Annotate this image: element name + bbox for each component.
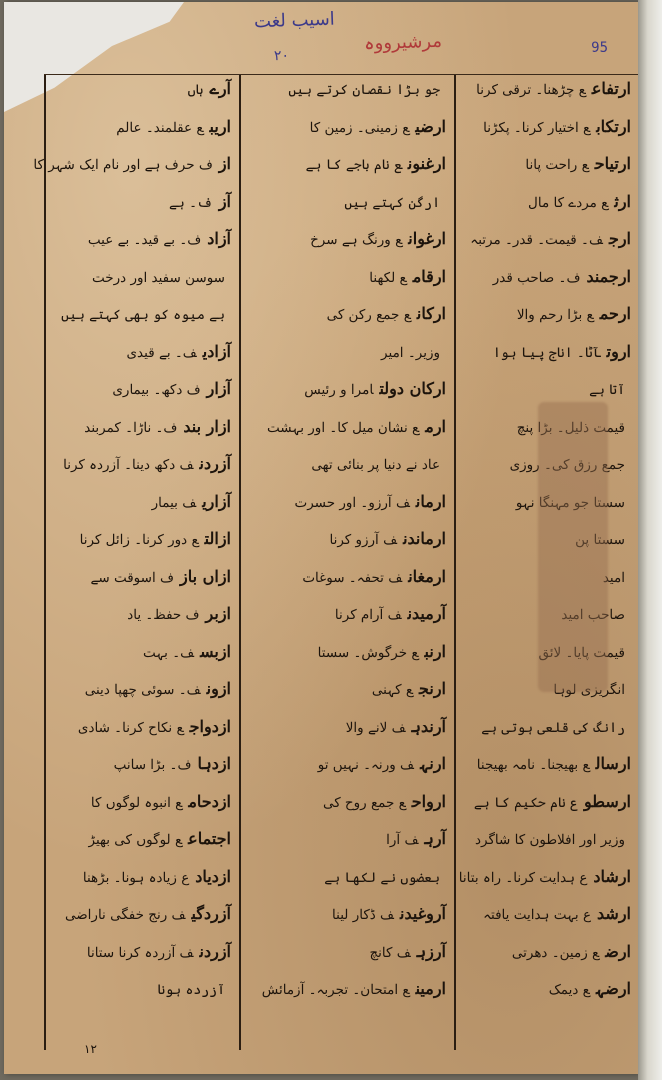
- dictionary-entry: [249, 266, 446, 307]
- entry-headword: ارواح: [411, 791, 446, 811]
- entry-definition: ع زمینی۔ زمین کا: [309, 119, 410, 136]
- dictionary-entry: [54, 231, 231, 269]
- dictionary-entry: [54, 681, 231, 719]
- entry-definition: ع کہنی: [371, 682, 414, 698]
- entry-definition: بعضوں نے لکھا ہے: [324, 869, 440, 886]
- entry-headword: ازبر: [205, 604, 231, 623]
- entry-headword: آرے: [209, 79, 231, 98]
- dictionary-entry: [249, 756, 446, 794]
- entry-definition: ع ورنگ ہے سرخ: [310, 232, 403, 248]
- entry-definition: ف دکھ دینا۔ آزردہ کرنا: [63, 457, 194, 473]
- entry-headword: ارضی: [415, 116, 446, 136]
- entry-definition: ف آرام کرنا: [334, 607, 402, 623]
- entry-definition: ف ڈکار لینا: [332, 907, 395, 923]
- entry-definition: وزیر اور افلاطون کا شاگرد: [475, 832, 625, 848]
- entry-definition: ع اختیار کرنا۔ پکڑنا: [483, 119, 591, 136]
- entry-definition: ف آزردہ کرنا ستانا: [86, 944, 194, 961]
- entry-headword: ازدواج: [189, 716, 231, 736]
- entry-headword: ارسال: [595, 754, 631, 773]
- entry-definition: صاحب امید: [561, 607, 625, 623]
- dictionary-entry: [249, 156, 446, 194]
- dictionary-entry: [464, 116, 631, 157]
- dictionary-entry: [464, 831, 631, 869]
- dictionary-entry: [54, 791, 231, 832]
- entry-definition: قیمت ذلیل۔ بڑا پنچ: [516, 419, 625, 436]
- entry-headword: از: [218, 154, 231, 173]
- dictionary-entry: [458, 866, 631, 907]
- dictionary-entry: [249, 416, 446, 457]
- entry-definition: ع لوگوں کی بھیڑ: [88, 832, 183, 848]
- entry-definition: ع دیمک: [548, 982, 590, 998]
- dictionary-entry: [249, 869, 446, 907]
- entry-definition: انگریزی لوہا: [553, 682, 625, 698]
- entry-definition: ع نکاح کرنا۔ شادی: [77, 719, 184, 736]
- dictionary-entry: [54, 606, 231, 644]
- entry-headword: ارمین: [415, 979, 446, 998]
- dictionary-entry: [464, 231, 631, 269]
- entry-definition: ع مردے کا مال: [528, 194, 609, 211]
- dictionary-entry: [54, 941, 231, 982]
- entry-definition: ف۔ بے قیدی: [126, 344, 197, 361]
- dictionary-entry: [249, 831, 446, 869]
- dictionary-entry: [249, 531, 446, 569]
- entry-headword: ازالت: [204, 529, 231, 548]
- entry-definition: ع نام باجے کا ہے: [305, 157, 402, 173]
- entry-headword: ازدحام: [188, 791, 231, 811]
- dictionary-entry: [54, 456, 231, 494]
- entry-headword: ارجمند: [586, 266, 631, 286]
- entry-definition: ع چڑھنا۔ ترقی کرنا: [476, 82, 586, 98]
- dictionary-entry: [464, 266, 631, 307]
- entry-definition: ف حفظ۔ یاد: [127, 607, 200, 623]
- entry-definition: وزیر۔ امیر: [381, 344, 440, 361]
- dictionary-entry: [464, 906, 631, 944]
- dictionary-entry: [464, 791, 631, 832]
- handwritten-line-2: مرشیرووہ: [363, 30, 443, 55]
- entry-definition: عاد نے دنیا پر بنائی تھی: [311, 457, 440, 473]
- page-number: ۱۲: [84, 1042, 97, 1056]
- dictionary-entry: [54, 81, 231, 119]
- dictionary-entry: [249, 194, 446, 232]
- dictionary-entry: [464, 306, 631, 344]
- entry-headword: ارکان: [416, 304, 446, 323]
- column-left: [33, 75, 239, 1050]
- entry-headword: ارحم: [599, 304, 631, 323]
- entry-definition: ف۔ قیمت۔ قدر۔ مرتبہ: [470, 232, 603, 248]
- entry-definition: ع نام حکیم کا ہے: [473, 794, 579, 811]
- entry-definition: ف تحفہ۔ سوغات: [302, 569, 403, 586]
- dictionary-entry: [249, 381, 446, 419]
- entry-headword: اروت: [606, 341, 631, 361]
- dictionary-entry: [249, 81, 446, 119]
- entry-headword: ارغوان: [408, 229, 446, 248]
- dictionary-entry: [54, 756, 231, 794]
- entry-definition: ف حرف ہے اور نام ایک شہر کا: [33, 157, 213, 173]
- entry-definition: ع لکھنا: [369, 269, 407, 286]
- dictionary-entry: [54, 269, 231, 307]
- entry-definition: ف۔ سوئی چھپا دینی: [84, 682, 201, 698]
- dictionary-entry: [464, 719, 631, 757]
- entry-definition: ف ورنہ۔ نہیں تو: [317, 757, 414, 773]
- entry-headword: ازبس: [200, 641, 231, 661]
- entry-definition: ف کانچ: [369, 944, 411, 961]
- dictionary-entry: [249, 906, 446, 944]
- entry-headword: ارغنون: [407, 154, 446, 173]
- dictionary-page: [4, 2, 638, 1074]
- entry-definition: آٹا۔ اناج پیا ہوا: [492, 344, 601, 361]
- entry-definition: ع نشان میل کا۔ اور بہشت: [267, 419, 420, 436]
- entry-headword: ارمان: [415, 491, 446, 511]
- dictionary-entry: [464, 156, 631, 194]
- dictionary-entry: [33, 154, 231, 194]
- entry-definition: آزردہ ہونا: [157, 982, 225, 998]
- entry-definition: امید: [602, 569, 625, 586]
- dictionary-entry: [249, 791, 446, 832]
- entry-headword: ارنہ: [420, 754, 446, 773]
- dictionary-entry: [249, 116, 446, 157]
- entry-definition: ع دور کرنا۔ زائل کرنا: [79, 532, 199, 548]
- entry-headword: ارنب: [424, 641, 446, 661]
- entry-definition: ف اسوقت سے: [90, 569, 174, 586]
- entry-definition: ع بھیجنا۔ نامہ بھیجنا: [476, 757, 590, 773]
- entry-headword: آزاری: [202, 491, 231, 511]
- dictionary-entry: [54, 831, 231, 869]
- entry-definition: ف آرزو کرنا: [329, 532, 398, 548]
- entry-definition: ف۔ بے قید۔ بے عیب: [87, 232, 202, 248]
- handwritten-line-1: اسیب لغت: [253, 8, 336, 33]
- entry-headword: آرندہ: [411, 716, 446, 736]
- entry-definition: ع جمع روح کی: [322, 794, 406, 811]
- dictionary-entry: [464, 191, 631, 232]
- entry-headword: آزادی: [202, 341, 231, 361]
- entry-headword: ارتکاب: [596, 116, 631, 136]
- entry-definition: ف۔ ہے: [168, 194, 213, 211]
- dictionary-entry: [54, 981, 231, 1019]
- entry-headword: آرمیدن: [407, 604, 446, 623]
- entry-definition: ف لانے والا: [345, 719, 406, 736]
- dictionary-entry: [54, 306, 231, 344]
- entry-definition: ف دکھ۔ بیماری: [112, 382, 201, 398]
- entry-definition: سوسن سفید اور درخت: [92, 269, 225, 286]
- entry-definition: ع زمین۔ دھرتی: [511, 944, 600, 961]
- entry-headword: آرزہ: [416, 941, 446, 961]
- handwritten-number: 95: [591, 40, 608, 56]
- dictionary-entry: [54, 716, 231, 757]
- entry-headword: اریب: [209, 116, 231, 136]
- column-middle: [239, 75, 454, 1050]
- dictionary-entry: [464, 941, 631, 982]
- entry-headword: آرہ: [424, 829, 446, 848]
- dictionary-entry: [249, 344, 446, 382]
- dictionary-entry: [54, 866, 231, 907]
- entry-headword: ارشد: [597, 904, 631, 923]
- entry-headword: ارضہ: [595, 979, 631, 998]
- entry-definition: قیمت پایا۔ لائق: [538, 644, 625, 661]
- entry-definition: ع انبوہ لوگوں کا: [90, 794, 183, 811]
- dictionary-entry: [249, 641, 446, 682]
- dictionary-entry: [464, 81, 631, 119]
- dictionary-entry: [54, 566, 231, 607]
- dictionary-entry: [54, 381, 231, 419]
- entry-definition: جو بڑا نقصان کرتے ہیں: [288, 82, 440, 98]
- dictionary-entry: [464, 341, 631, 382]
- entry-definition: ع ہدایت کرنا۔ راہ بتانا: [458, 869, 588, 886]
- entry-definition: ع زیادہ ہونا۔ بڑھنا: [82, 869, 190, 886]
- dictionary-entry: [54, 416, 231, 457]
- dictionary-entry: [464, 756, 631, 794]
- entry-headword: ارث: [614, 191, 631, 211]
- entry-headword: آزردگی: [191, 904, 231, 923]
- dictionary-entry: [249, 231, 446, 269]
- entry-definition: آتا ہے: [589, 382, 625, 398]
- entry-definition: ع عقلمند۔ عالم: [116, 119, 204, 136]
- entry-headword: ازدہا: [197, 754, 231, 773]
- entry-definition: ف۔ ناڑا۔ کمربند: [84, 419, 178, 436]
- entry-headword: ارتفاع: [591, 79, 631, 98]
- entry-definition: ارگن کہتے ہیں: [344, 194, 440, 211]
- entry-definition: ع بہت ہدایت یافتہ: [483, 907, 592, 923]
- entry-definition: ف۔ صاحب قدر: [492, 269, 581, 286]
- dictionary-entry: [54, 116, 231, 157]
- book-page-edge: [638, 0, 662, 1080]
- entry-headword: ازون: [206, 679, 231, 698]
- entry-headword: ارقام: [412, 266, 446, 286]
- dictionary-entry: [249, 306, 446, 344]
- entry-headword: ارسطو: [584, 791, 631, 811]
- entry-definition: رانگ کی قلعی ہوتی ہے: [481, 719, 625, 736]
- entry-headword: آزار: [206, 379, 231, 398]
- entry-definition: جمع رزق کی۔ روزی: [509, 457, 625, 473]
- entry-headword: ارج: [608, 229, 631, 248]
- entry-headword: اجتماع: [188, 829, 231, 848]
- entry-definition: ف۔ بہت: [142, 644, 195, 661]
- dictionary-entry: [54, 906, 231, 944]
- entry-headword: ارض: [605, 941, 631, 961]
- entry-definition: ف۔ بڑا سانپ: [113, 757, 192, 773]
- entry-definition: ہاں: [187, 82, 204, 98]
- entry-definition: ع راحت پانا: [525, 157, 589, 173]
- dictionary-entry: [54, 191, 231, 232]
- entry-definition: ف بیمار: [151, 494, 197, 511]
- entry-headword: آزردن: [199, 941, 231, 961]
- dictionary-entry: [54, 491, 231, 532]
- entry-definition: ع جمع رکن کی: [326, 307, 411, 323]
- dictionary-entry: [54, 641, 231, 682]
- dictionary-entry: [249, 491, 446, 532]
- dictionary-entry: [249, 456, 446, 494]
- entry-definition: ع خرگوش۔ سستا: [317, 644, 419, 661]
- entry-headword: ازاں باز: [180, 566, 231, 586]
- entry-headword: آزاد: [207, 229, 231, 248]
- entry-headword: آز: [218, 191, 231, 211]
- handwritten-notes: [194, 2, 608, 77]
- entry-headword: ارتیاح: [594, 154, 631, 173]
- dictionary-entry: [249, 566, 446, 607]
- entry-definition: ع امتحان۔ تجربہ۔ آزمائش: [261, 982, 410, 998]
- entry-definition: سستا جو مہنگا نہو: [515, 494, 625, 511]
- dictionary-entry: [249, 981, 446, 1019]
- entry-headword: آزردن: [199, 454, 231, 473]
- entry-headword: ارم: [425, 416, 446, 436]
- dictionary-entry: [249, 681, 446, 719]
- entry-headword: ازدیاد: [195, 866, 231, 886]
- paper-stain: [538, 402, 608, 692]
- entry-headword: آروغیدن: [400, 904, 446, 923]
- entry-headword: ارماندن: [403, 529, 446, 548]
- dictionary-entry: [54, 531, 231, 569]
- dictionary-entry: [464, 981, 631, 1019]
- dictionary-entry: [249, 716, 446, 757]
- dictionary-entry: [54, 341, 231, 382]
- entry-headword: ارنج: [419, 679, 446, 698]
- entry-definition: ف آرزو۔ اور حسرت: [294, 494, 410, 511]
- dictionary-entry: [249, 606, 446, 644]
- dictionary-entry: [249, 941, 446, 982]
- entry-definition: ف آرا: [386, 832, 419, 848]
- entry-headword: ارکان دولت: [379, 379, 446, 398]
- entry-headword: ازار بند: [183, 416, 231, 436]
- entry-headword: ارشاد: [593, 866, 631, 886]
- handwritten-line-3: ۲۰: [273, 47, 290, 65]
- entry-definition: بے میوہ کو بھی کہتے ہیں: [61, 307, 225, 323]
- entry-definition: سستا پن: [575, 532, 625, 548]
- entry-definition: امرا و رئیس: [304, 382, 374, 398]
- entry-definition: ع بڑا رحم والا: [516, 307, 594, 323]
- entry-definition: ف رنج خفگی ناراضی: [64, 907, 186, 923]
- entry-headword: ارمغان: [408, 566, 446, 586]
